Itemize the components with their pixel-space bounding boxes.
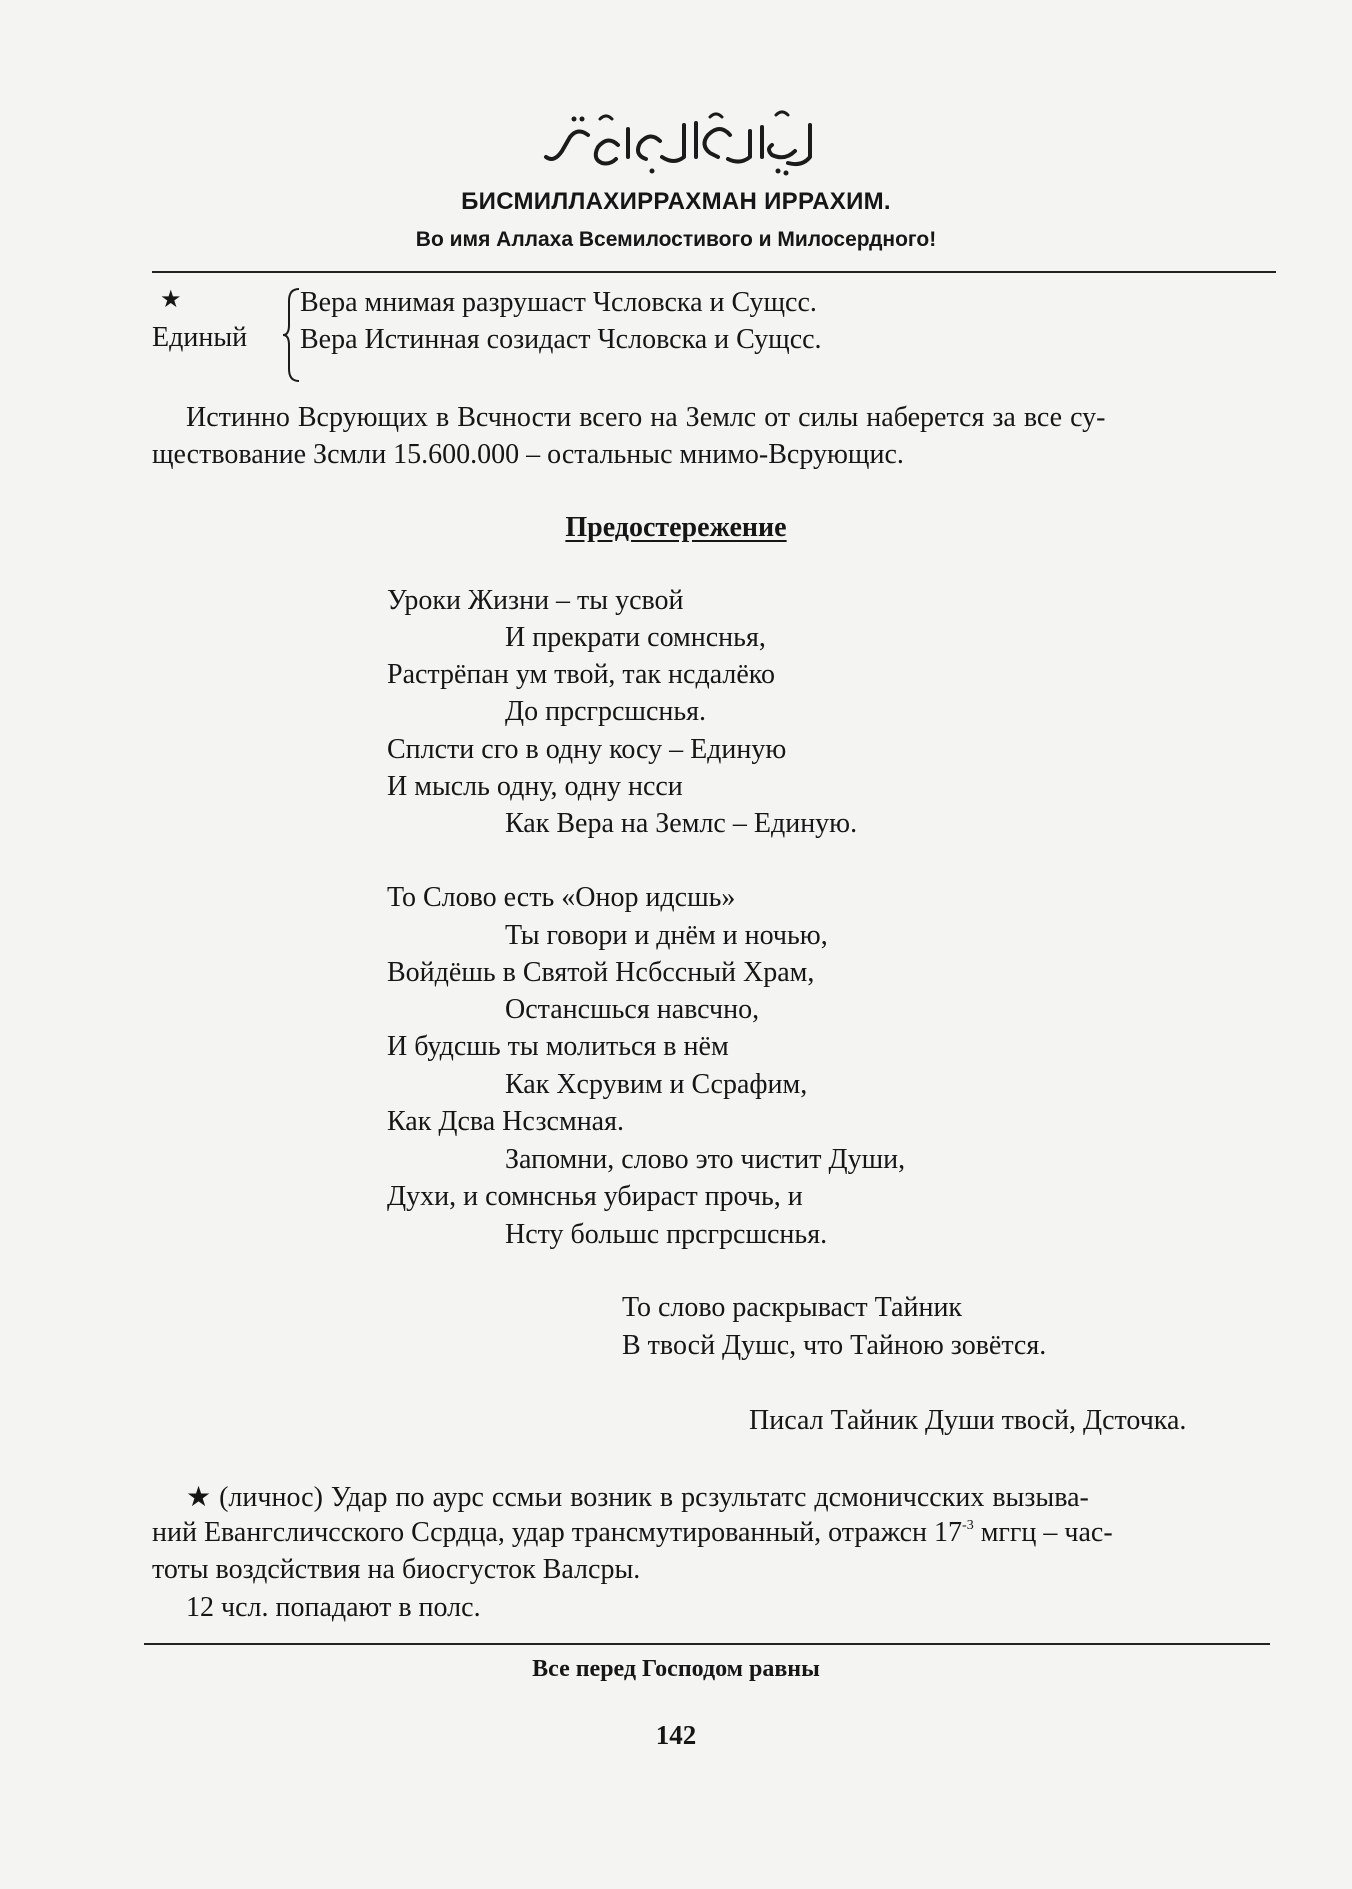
poem-line: Растрёпан ум твой, так нсдалёко: [387, 659, 775, 690]
poem-line: Войдёшь в Святой Нсбссный Храм,: [387, 957, 815, 988]
poem-line: В твосй Душс, что Тайною зовётся.: [622, 1330, 1047, 1361]
poem-line: Остансшься навсчно,: [505, 994, 760, 1025]
poem-signature: Писал Тайник Души твосй, Дсточка.: [749, 1405, 1187, 1436]
poem-line: Как Хсрувим и Ссрафим,: [505, 1069, 808, 1100]
intro-line-2: Вера Истинная созидаст Чсловска и Сущсс.: [300, 324, 822, 355]
header-subtitle: Во имя Аллаха Всемилостивого и Милосердного!: [415, 228, 937, 251]
superscript: -3: [962, 1518, 974, 1533]
poem-line: Ты говори и днём и ночью,: [505, 920, 828, 951]
poem-line: Как Дсва Нсзсмная.: [387, 1106, 624, 1137]
footer-divider: [144, 1643, 1270, 1645]
intro-line-1: Вера мнимая разрушаст Чсловска и Сущсс.: [300, 287, 817, 318]
paragraph-line-2: ществование Зсмли 15.600.000 – остальныс мнимо-Всрующис.: [152, 439, 904, 470]
poem-line: Нсту большс прсгрсшснья.: [505, 1219, 828, 1250]
header-title: БИСМИЛЛАХИРРАХМАН ИРРАХИМ.: [461, 188, 891, 215]
poem-line: Сплсти сго в одну косу – Единую: [387, 734, 787, 765]
poem-line: То слово раскрываст Тайник: [622, 1292, 963, 1323]
header-divider: [152, 271, 1276, 273]
poem-line: Запомни, слово это чистит Души,: [505, 1144, 906, 1175]
poem-line: И прекрати сомнснья,: [505, 622, 766, 653]
poem-line: До прсгрсшснья.: [505, 696, 707, 727]
footer-text: Все перед Господом равны: [532, 1656, 820, 1682]
poem-line: Уроки Жизни – ты усвой: [387, 585, 684, 616]
footnote-line-2: ний Евангсличсского Ссрдца, удар трансмутированный, отражсн $17^{-3}$ мггц – час-: [152, 1517, 1113, 1548]
warning-title: Предостережение: [565, 512, 787, 543]
poem-line: И мысль одну, одну нсси: [387, 771, 683, 802]
paragraph-line-1: Истинно Всрующих в Всчности всего на Землс от силы наберется за все су-: [186, 402, 1106, 433]
poem-line: И будсшь ты молиться в нём: [387, 1031, 729, 1062]
intro-label: Единый: [152, 322, 248, 353]
footnote-line-4: 12 чсл. попадают в полс.: [186, 1592, 481, 1623]
bismillah-calligraphy-icon: [540, 105, 820, 180]
page-number: 142: [655, 1720, 697, 1750]
intro-star: ★: [160, 287, 182, 313]
footnote-line-1: ★ (личнос) Удар по аурс ссмьи возник в рсзультатс дсмоничсских вызыва-: [186, 1482, 1089, 1513]
footnote-line-3: тоты воздсйствия на биосгусток Валсры.: [152, 1554, 641, 1585]
poem-line: Духи, и сомнснья убираст прочь, и: [387, 1181, 803, 1212]
poem-line: Как Вера на Землс – Единую.: [505, 808, 858, 839]
poem-line: То Слово есть «Онор идсшь»: [387, 882, 736, 913]
